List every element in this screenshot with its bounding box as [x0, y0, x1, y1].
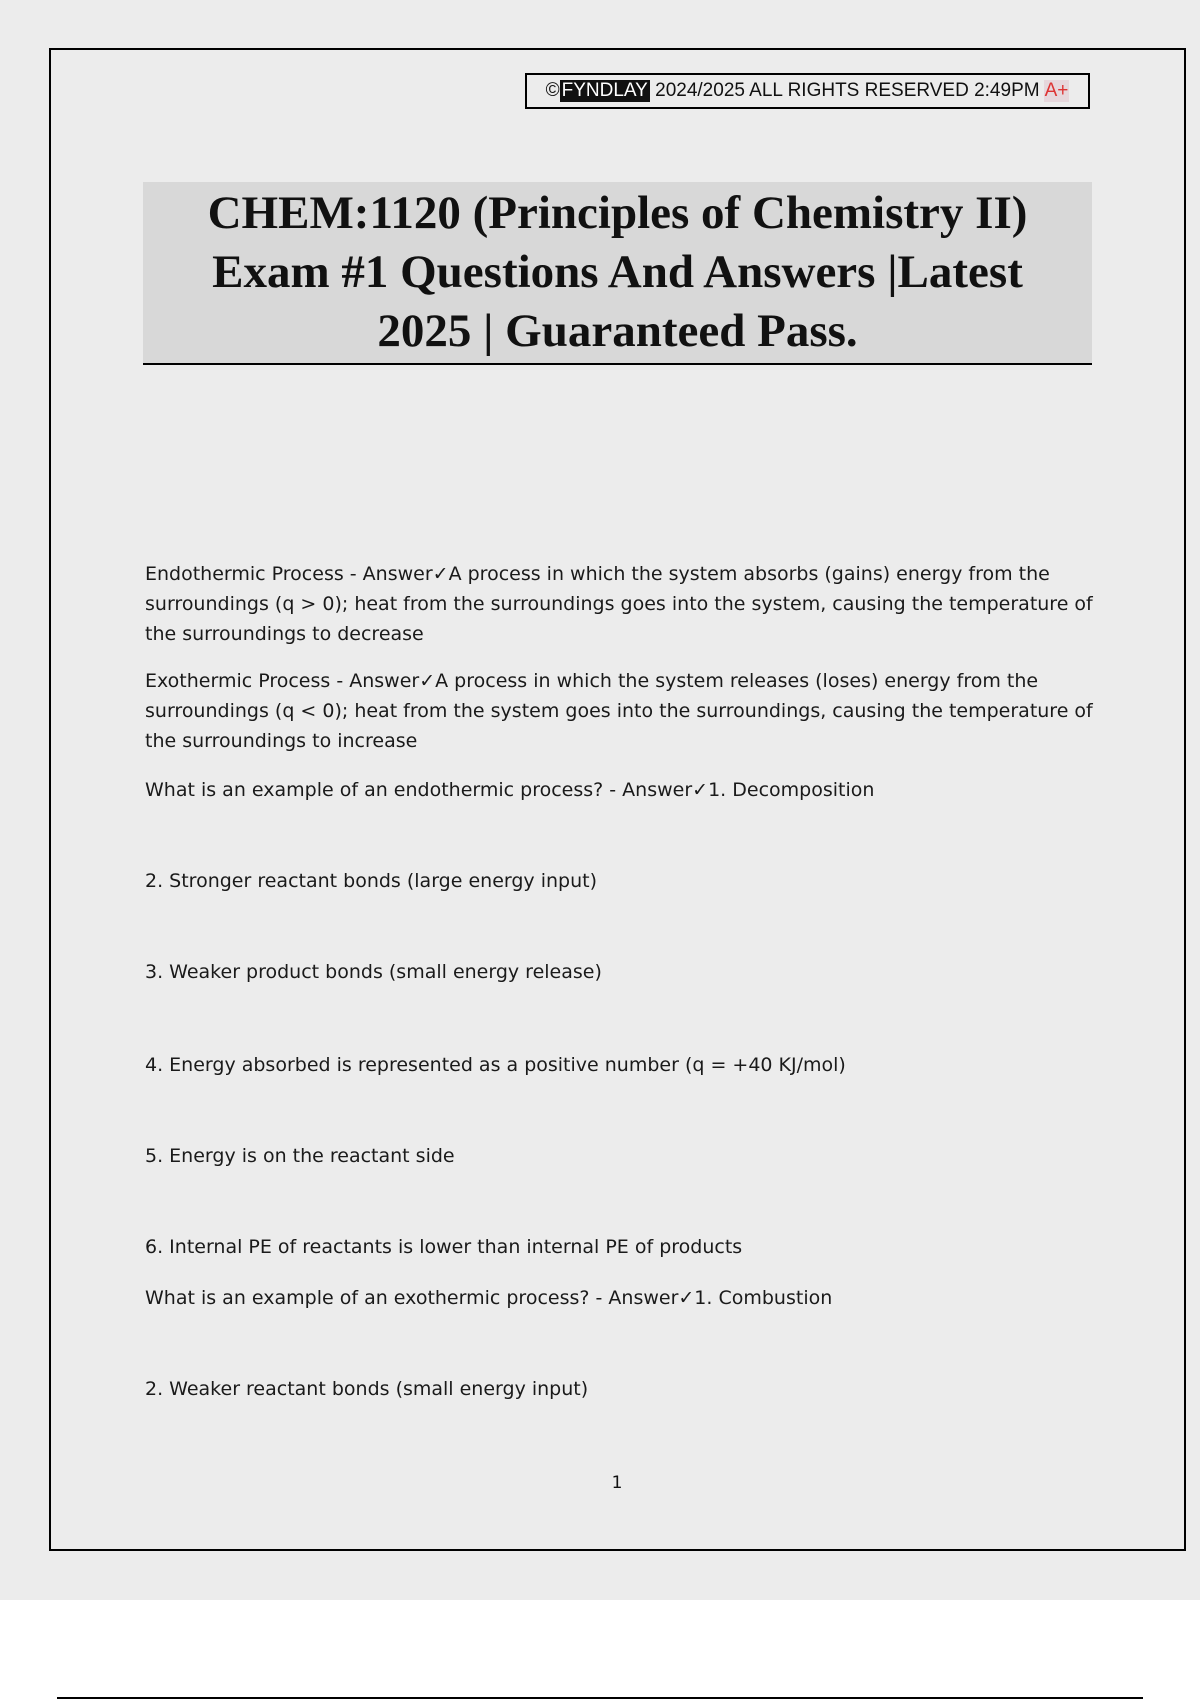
page-number: 1 — [611, 1473, 623, 1493]
qa-exothermic-definition: Exothermic Process - Answer✓A process in which the system releases (loses) energy from the surroundings (q < 0); heat from the system goes into the surroundings, causing the temperature of the surroundings to increase — [145, 670, 1093, 752]
next-page-top-border — [57, 1697, 1143, 1699]
title-line-1: CHEM:1120 (Principles of Chemistry II) — [207, 187, 1028, 239]
grade-badge: A+ — [1044, 80, 1069, 101]
brand-name: FYNDLAY — [561, 80, 648, 101]
copyright-banner — [525, 73, 1090, 109]
qa-endothermic-definition: Endothermic Process - Answer✓A process in which the system absorbs (gains) energy from the surroundings (q > 0); heat from the surroundings goes into the system, causing the temperature of the surroundings to decrease — [145, 563, 1093, 645]
list-item: 4. Energy absorbed is represented as a positive number (q = +40 KJ/mol) — [145, 1054, 846, 1076]
title-line-3: 2025 | Guaranteed Pass. — [377, 305, 858, 357]
list-item: 3. Weaker product bonds (small energy release) — [145, 961, 602, 983]
list-item: 5. Energy is on the reactant side — [145, 1145, 455, 1167]
list-item: 6. Internal PE of reactants is lower than internal PE of products — [145, 1236, 743, 1258]
title-banner — [143, 182, 1092, 365]
qa-endothermic-example: What is an example of an endothermic process? - Answer✓1. Decomposition — [145, 779, 875, 801]
list-item: 2. Weaker reactant bonds (small energy input) — [145, 1378, 589, 1400]
document-title — [208, 184, 1028, 361]
copyright-symbol: © — [545, 80, 560, 101]
title-line-2: Exam #1 Questions And Answers |Latest — [212, 246, 1023, 298]
list-item: 2. Stronger reactant bonds (large energy input) — [145, 870, 597, 892]
qa-exothermic-example: What is an example of an exothermic process? - Answer✓1. Combustion — [145, 1287, 833, 1309]
copyright-text: 2024/2025 ALL RIGHTS RESERVED 2:49PM — [655, 80, 1040, 101]
